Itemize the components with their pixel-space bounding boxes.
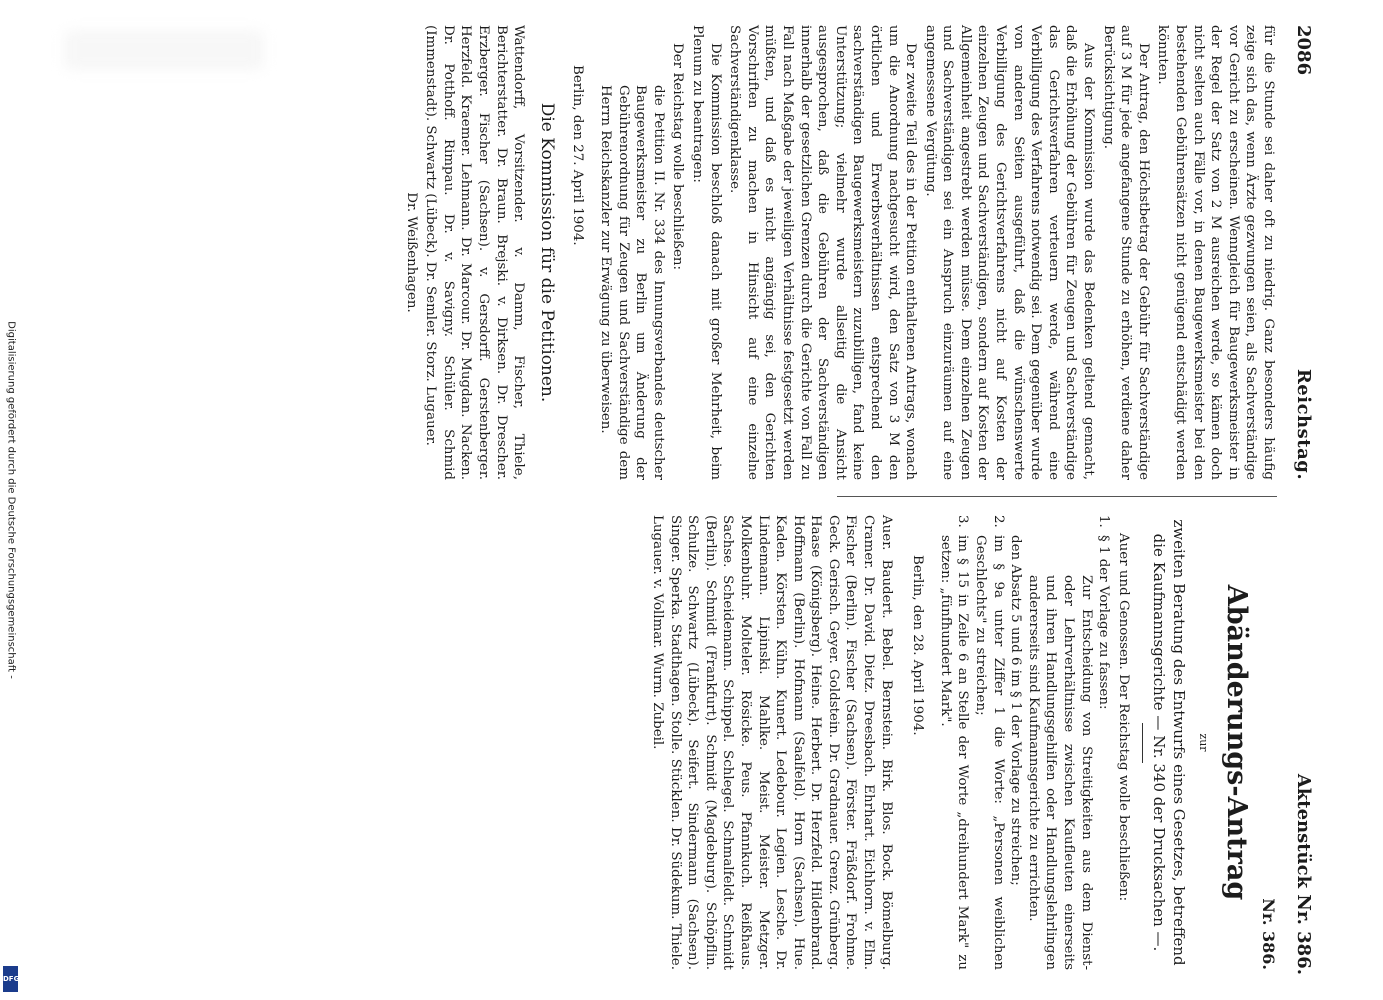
item-text: im § 9a unter Ziffer 1 die Worte: „Personen weiblichen Geschlechts" zu streichen; xyxy=(973,535,1006,970)
funding-notice: Digitalisierung gefördert durch die Deutsche Forschungsgemeinschaft - xyxy=(5,321,17,679)
paragraph: Aus der Kommission wurde das Bedenken geltend gemacht, daß die Erhöhung der Gebühren für Zeugen und Sachverständige das Gerichtsverfahren verteuern werde, während eine Verbilligung des Verfahrens notwendig sei. Dem gegenüber wurde von anderen Seiten ausgeführt, daß die wünschenswerte Verbilligung des Gerichtsverfahrens nicht auf Kosten der einzelnen Zeugen und Sachverständigen, sondern auf Kosten der Allgemeinheit angestrebt werden müsse. Dem einzelnen Zeugen und Sachverständigen sei ein Anspruch einzuräumen auf eine angemessene Vergütung. xyxy=(922,25,1097,480)
left-column xyxy=(400,25,1277,480)
title-connector: zur xyxy=(1197,733,1211,752)
digitization-strip xyxy=(0,0,22,1000)
item-text: den Absatz 5 und 6 im § 1 der Vorlage zu streichen; xyxy=(1008,535,1024,886)
header-right: Aktenstück Nr. 386. xyxy=(1293,773,1315,975)
resolution-text: die Petition II. Nr. 334 des Innungsverbandes deutscher Baugewerksmeister zu Berlin um Änderung der Gebührenordnung für Zeugen und Sachverständige dem Herrn Reichskanzler zur Erwägung zu überweisen. xyxy=(598,85,666,480)
header-center: Reichstag. xyxy=(1293,368,1315,481)
document-subtitle: zweiten Beratung des Entwurfs eines Gesetzes, betreffend die Kaufmannsgerichte — Nr. 340 der Drucksachen —. xyxy=(1149,519,1188,966)
item-text: § 1 der Vorlage zu fassen: xyxy=(1096,535,1112,710)
item-number: 3. xyxy=(955,515,971,528)
resolution-intro: Der Reichstag wolle beschließen: xyxy=(670,43,686,271)
page-number: 2086 xyxy=(1293,25,1315,76)
commission-members: Wattendorff, Vorsitzender. v. Damm, Fischer, Thiele, Berichterstatter. Dr. Braun. Brejski. v. Dirksen. Dr. Drescher. Erzberger. Fischer (Sachsen). v. Gersdorff. Gerstenberger. Herzfeld. Kraemer. Lehmann. Dr. Marcour. Dr. Mugdan. Nacken. Dr. Potthoff. Rimpau. Dr. v. Savigny. Schüler. Schmid (Immenstadt). Schwartz (Lübeck). Dr. Semler. Storz. Lugauer. xyxy=(423,25,527,480)
date-line: Berlin, den 28. April 1904. xyxy=(910,555,926,736)
commission-chair: Dr. Weißenhagen. xyxy=(403,192,419,313)
page-header xyxy=(1289,25,1319,975)
paragraph: für die Stunde sei daher oft zu niedrig. Ganz besonders häufig zeige sich das, wenn Ärzte gezwungen seien, als Sachverständige vor Gericht zu erscheinen. Wenngleich für Baugewerksmeister in der Regel der Satz von 2 M ausreichen werde, so kämen doch nicht selten auch Fälle vor, in denen Baugewerksmeister bei den bestehenden Gebührensätzen nicht genügend entschädigt werden könnten. xyxy=(1155,25,1276,480)
signatories: Auer. Baudert. Bebel. Bernstein. Birk. Blos. Bock. Bömelburg. Cramer. Dr. David. Dietz. Dreesbach. Ehrhart. Eichhorn. v. Elm. Fischer (Berlin). Fischer (Sachsen). Förster. Fräßdorf. Frohme. Geck. Gerisch. Geyer. Goldstein. Dr. Gradnauer. Grenz. Grünberg. Haase (Königsberg). Heine. Herbert. Dr. Herzfeld. Hildenbrand. Hoffmann (Berlin). Hofmann (Saalfeld). Horn (Sachsen). Hue. Kaden. Körsten. Kühn. Kunert. Ledebour. Legien. Lesche. Dr. Lindemann. Lipinski. Mahlke. Meist. Meister. Metzger. Molkenbuhr. Molteler. Rösicke. Peus. Pfannkuch. Reißhaus. Sachse. Scheidemann. Schippel. Schlegel. Schmalfeldt. Schmidt (Berlin). Schmidt (Frankfurt). Schmidt (Magdeburg). Schöpflin. Schulze. Schwartz (Lübeck). Seifert. Sindermann (Sachsen). Singer. Sperka. Stadthagen. Stolle. Stücklen. Dr. Südekum. Thiele. Lugauer. v. Vollmar. Wurm. Zubeil. xyxy=(649,515,894,970)
amendment-item xyxy=(1095,515,1113,970)
amendment-item xyxy=(936,515,971,970)
amendment-intro: Auer und Genossen. Der Reichstag wolle beschließen: xyxy=(1115,533,1131,902)
rotated-document-page xyxy=(59,25,1319,975)
item-number: 1. xyxy=(1096,515,1112,528)
paragraph: Der zweite Teil des in der Petition enthaltenen Antrags, wonach um die Anordnung nachgesucht wird, den Satz von 3 M den örtlichen und Erwerbsverhältnissen entsprechend den sachverständigen Baugewerksmeistern zuzubilligen, fand keine Unterstützung; vielmehr wurde allseitig die Ansicht ausgesprochen, daß die Gebühren der Sachverständigen innerhalb der gesetzlichen Grenzen durch die Gerichte von Fall zu Fall nach Maßgabe der jeweiligen Verhältnisse festgesetzt werden müßten, und daß es nicht angängig sei, den Gerichten Vorschriften zu machen in Hinsicht auf eine einzelne Sachverständigenklasse. xyxy=(727,25,919,480)
paragraph: Die Kommission beschloß danach mit großer Mehrheit, beim Plenum zu beantragen: xyxy=(690,25,723,480)
item-number: 2. xyxy=(990,515,1006,528)
right-column xyxy=(646,515,1277,970)
amendment-quote: Zur Entscheidung von Streitigkeiten aus dem Dienst- oder Lehrverhältnisse zwischen Kaufleuten einerseits und ihren Handlungsgehilfen oder Handlungslehrlingen andererseits sind Kaufmannsgerichte zu errichten. xyxy=(1025,575,1094,970)
date-line: Berlin, den 27. April 1904. xyxy=(570,65,586,246)
paragraph: Der Antrag, den Höchstbetrag der Gebühr für Sachverständige auf 3 M für jede angefangene Stunde zu erhöhen, verdiene daher Berücksichtigung. xyxy=(1100,25,1151,480)
amendment-item xyxy=(971,515,1006,970)
amendment-item xyxy=(1007,515,1025,970)
dfg-logo: DFG xyxy=(3,966,18,992)
item-text: im § 15 in Zeile 6 an Stelle der Worte „dreihundert Mark" zu setzen: „fünfhundert Mark". xyxy=(937,535,971,970)
scanned-page xyxy=(24,0,1383,1000)
column-divider xyxy=(837,496,1277,497)
title-rule xyxy=(1142,723,1143,763)
document-number: Nr. 386. xyxy=(1259,898,1278,970)
commission-title: Die Kommission für die Petitionen. xyxy=(536,102,557,403)
document-title: Abänderungs-Antrag xyxy=(1221,584,1253,901)
